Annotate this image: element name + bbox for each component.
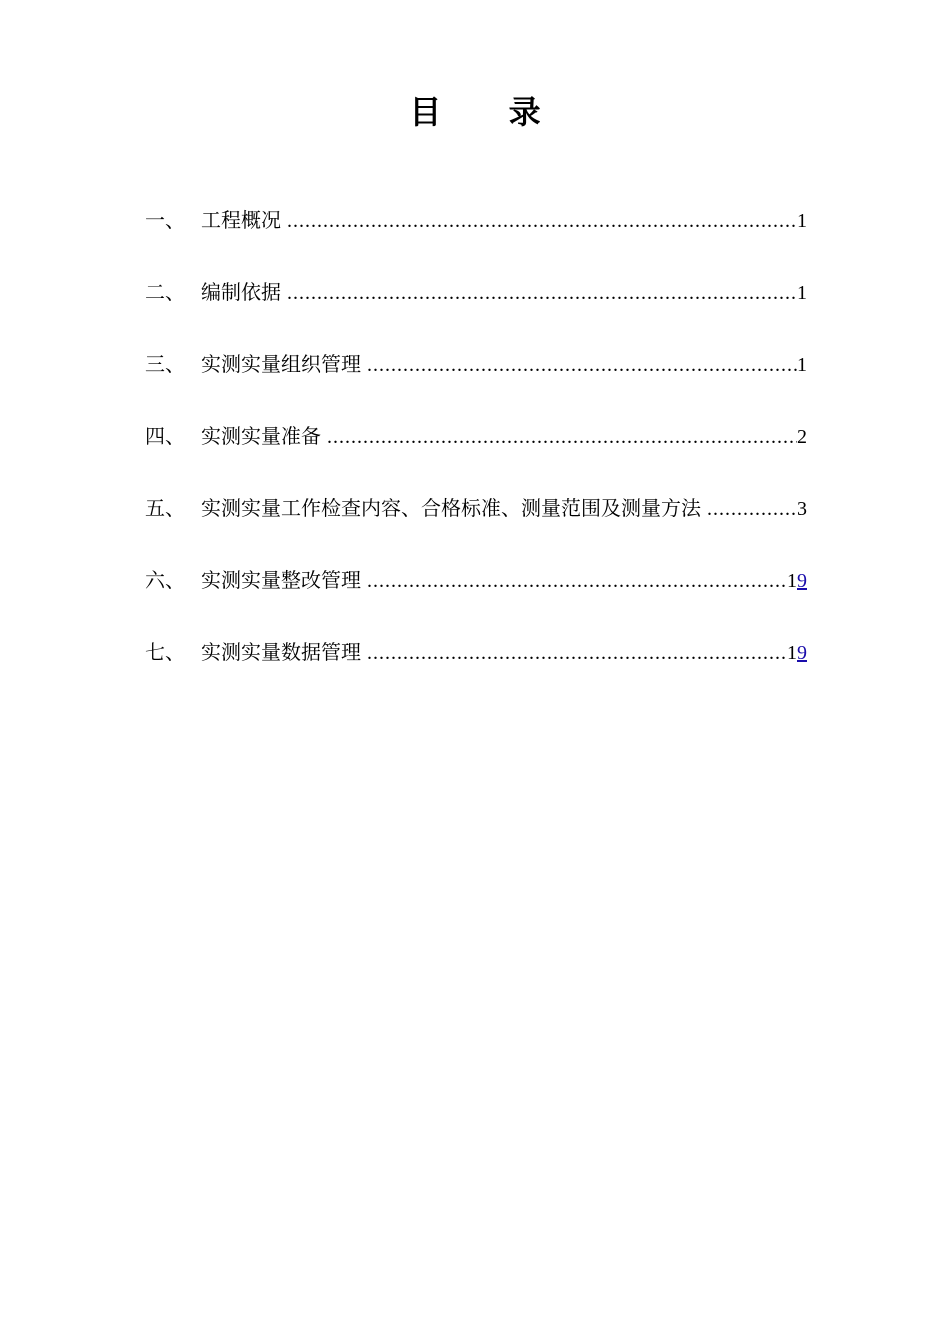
toc-page-number: 2 <box>797 426 807 448</box>
table-of-contents <box>145 200 807 704</box>
toc-entry-title: 实测实量准备 <box>201 424 321 448</box>
toc-entry-page <box>797 201 807 241</box>
toc-entry[interactable] <box>145 560 807 632</box>
toc-page-link[interactable]: 9 <box>797 570 807 592</box>
toc-dot-leader <box>327 417 797 457</box>
toc-dot-leader <box>367 345 797 385</box>
toc-dot-leader <box>287 273 797 313</box>
toc-dot-leader <box>367 561 787 601</box>
toc-entry-page <box>797 273 807 313</box>
page-title: 目 录 <box>409 93 569 131</box>
toc-entry[interactable] <box>145 416 807 488</box>
toc-page-number: 1 <box>787 642 797 664</box>
toc-entry-page <box>797 345 807 385</box>
toc-entry-page <box>797 489 807 529</box>
toc-entry-number: 五、 <box>145 496 185 520</box>
toc-page-number: 1 <box>787 570 797 592</box>
toc-entry-page <box>787 561 807 601</box>
toc-entry-number: 四、 <box>145 424 185 448</box>
toc-entry-number: 三、 <box>145 352 185 376</box>
toc-entry-page <box>797 417 807 457</box>
toc-dot-leader <box>707 489 797 529</box>
toc-entry[interactable] <box>145 272 807 344</box>
toc-dot-leader <box>367 633 787 673</box>
toc-page-number: 1 <box>797 354 807 376</box>
toc-page-number: 1 <box>797 210 807 232</box>
toc-entry-page <box>787 633 807 673</box>
toc-entry-number: 二、 <box>145 280 185 304</box>
toc-entry-title: 实测实量整改管理 <box>201 568 361 592</box>
toc-page-number: 3 <box>797 498 807 520</box>
toc-entry-title: 工程概况 <box>201 208 281 232</box>
toc-entry-title: 实测实量工作检查内容、合格标准、测量范围及测量方法 <box>201 496 701 520</box>
toc-entry[interactable] <box>145 200 807 272</box>
toc-page-link[interactable]: 9 <box>797 642 807 664</box>
toc-entry-number: 一、 <box>145 208 185 232</box>
toc-entry-number: 六、 <box>145 568 185 592</box>
toc-dot-leader <box>287 201 797 241</box>
toc-entry-title: 实测实量组织管理 <box>201 352 361 376</box>
toc-entry[interactable] <box>145 632 807 704</box>
toc-entry-title: 编制依据 <box>201 280 281 304</box>
toc-entry[interactable] <box>145 344 807 416</box>
toc-entry-number: 七、 <box>145 640 185 664</box>
toc-entry-title: 实测实量数据管理 <box>201 640 361 664</box>
toc-page-number: 1 <box>797 282 807 304</box>
toc-entry[interactable] <box>145 488 807 560</box>
